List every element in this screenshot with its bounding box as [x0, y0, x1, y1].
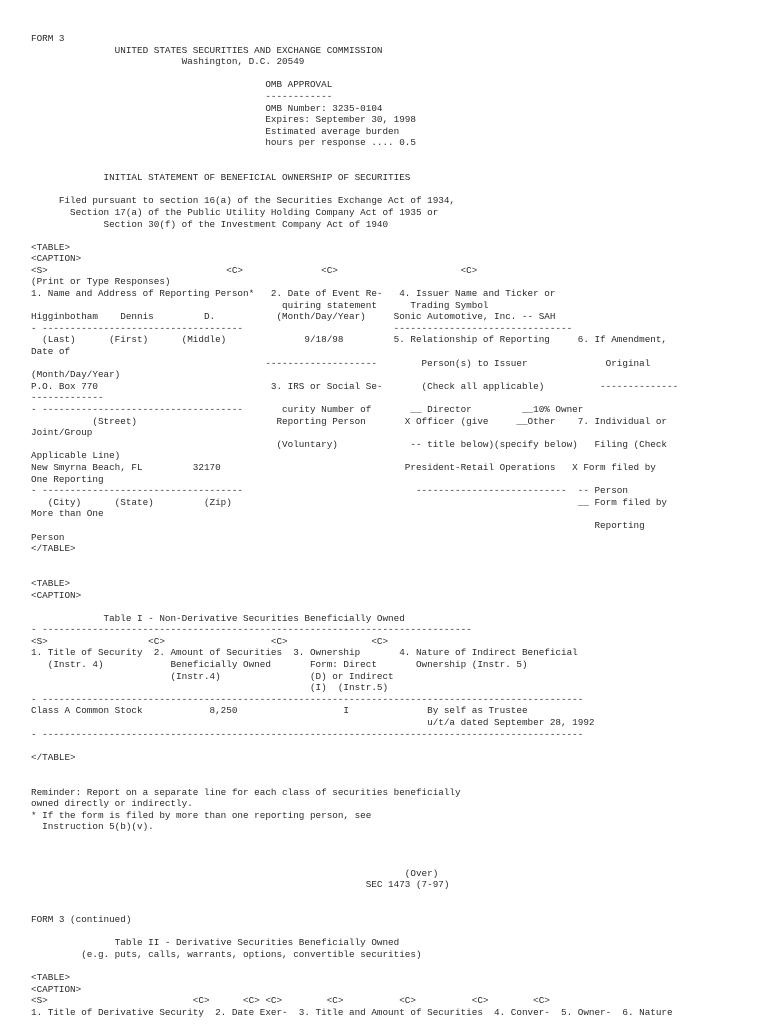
document-line: Reporting: [31, 519, 645, 531]
document-line: * If the form is filed by more than one reporting person, see: [31, 809, 372, 821]
document-line: 1. Title of Derivative Security 2. Date Exer- 3. Title and Amount of Securities 4. Conver- 5. Owner- 6. Nature: [31, 1006, 673, 1018]
document-line: FORM 3: [31, 33, 65, 44]
document-line: [31, 161, 770, 173]
document-line: Applicable Line): [31, 450, 121, 462]
document-line: Filed pursuant to section 16(a) of the Securities Exchange Act of 1934,: [31, 195, 456, 207]
document-line: Class A Common Stock 8,250 I By self as Trustee: [31, 705, 528, 717]
document-line: quiring statement Trading Symbol: [31, 299, 489, 311]
document-line: <TABLE>: [31, 577, 71, 589]
document-line: P.O. Box 770 3. IRS or Social Se- (Check all applicable) --------------: [31, 380, 679, 392]
document-line: [31, 961, 770, 973]
document-line: <CAPTION>: [31, 589, 82, 601]
document-line: SEC 1473 (7-97): [31, 879, 450, 891]
document-line: <CAPTION>: [31, 253, 82, 265]
document-line: - ------------------------------------ curity Number of __ Director __10% Owner: [31, 404, 584, 415]
document-line: New Smyrna Beach, FL 32170 President-Retail Operations X Form filed by: [31, 461, 656, 473]
document-line: ------------: [31, 90, 333, 102]
document-line: -------------: [31, 392, 104, 404]
document-line: [31, 184, 770, 196]
document-line: Expires: September 30, 1998: [31, 114, 416, 126]
document-line: (Over): [31, 867, 439, 879]
document-line: [31, 566, 770, 578]
document-line: - -------------------------------------------------------------------------------------------------: [31, 693, 584, 705]
document-line: <S> <C> <C> <C>: [31, 264, 478, 276]
document-line: INITIAL STATEMENT OF BENEFICIAL OWNERSHIP OF SECURITIES: [31, 172, 411, 184]
document-line: (Voluntary) -- title below)(specify below) Filing (Check: [31, 438, 668, 450]
document-line: Table I - Non-Derivative Securities Beneficially Owned: [31, 612, 405, 624]
document-line: [31, 763, 770, 775]
document-line: Date of: [31, 346, 71, 358]
document-line: (Print or Type Responses): [31, 276, 171, 288]
document-line: <CAPTION>: [31, 983, 82, 995]
document-line: Section 17(a) of the Public Utility Holding Company Act of 1935 or: [31, 206, 439, 218]
document-line: - -----------------------------------------------------------------------------: [31, 624, 472, 636]
document-line: [31, 833, 770, 845]
document-line: - -------------------------------------------------------------------------------------------------: [31, 728, 584, 740]
document-line: Higginbotham Dennis D. (Month/Day/Year) Sonic Automotive, Inc. -- SAH: [31, 311, 556, 323]
document-line: <S> <C> <C> <C> <C> <C> <C> <C>: [31, 995, 550, 1007]
document-line: (Month/Day/Year): [31, 369, 121, 381]
document-line: [31, 903, 770, 915]
document-line: Reminder: Report on a separate line for each class of securities beneficially: [31, 786, 461, 798]
document-line: (Instr.4) (D) or Indirect: [31, 670, 394, 682]
document-line: (Last) (First) (Middle) 9/18/98 5. Relationship of Reporting 6. If Amendment,: [31, 334, 668, 346]
document-line: -------------------- Person(s) to Issuer Original: [31, 357, 651, 369]
document-line: OMB APPROVAL: [31, 79, 333, 91]
document-line: <S> <C> <C> <C>: [31, 635, 389, 647]
document-line: hours per response .... 0.5: [31, 137, 416, 149]
document-line: OMB Number: 3235-0104: [31, 102, 383, 114]
document-line: 1. Name and Address of Reporting Person* 2. Date of Event Re- 4. Issuer Name and Ticker or: [31, 288, 556, 300]
document-line: [31, 601, 770, 613]
document-line: 1. Title of Security 2. Amount of Securities 3. Ownership 4. Nature of Indirect Beneficial: [31, 647, 578, 659]
document-line: Person: [31, 531, 65, 543]
document-line: - ------------------------------------ --------------------------- -- Person: [31, 485, 628, 497]
document-line: </TABLE>: [31, 751, 76, 763]
document-line: Joint/Group: [31, 427, 93, 439]
document-line: [31, 926, 770, 938]
document-line: - ------------------------------------ --------------------------------: [31, 322, 573, 334]
document-line: [31, 149, 770, 161]
document-line: (I) (Instr.5): [31, 682, 389, 694]
document-line: [31, 555, 770, 567]
document-line: One Reporting: [31, 473, 104, 485]
document-line: UNITED STATES SECURITIES AND EXCHANGE COMMISSION: [31, 44, 383, 56]
document-line: FORM 3 (continued): [31, 914, 132, 926]
document-line: <TABLE>: [31, 972, 71, 984]
document-line: <TABLE>: [31, 241, 71, 253]
document-line: [31, 68, 770, 80]
document-line: [31, 845, 770, 857]
document-line: (e.g. puts, calls, warrants, options, convertible securities): [31, 948, 422, 960]
document-line: (City) (State) (Zip) __ Form filed by: [31, 496, 668, 508]
document-line: Estimated average burden: [31, 125, 400, 137]
document-line: More than One: [31, 508, 104, 520]
document-line: </TABLE>: [31, 543, 76, 555]
document-line: Washington, D.C. 20549: [31, 56, 305, 68]
document-line: u/t/a dated September 28, 1992: [31, 717, 595, 729]
document-line: Section 30(f) of the Investment Company Act of 1940: [31, 218, 389, 230]
document-line: [31, 856, 770, 868]
document-line: [31, 230, 770, 242]
document-line: (Instr. 4) Beneficially Owned Form: Direct Ownership (Instr. 5): [31, 659, 528, 671]
document-line: [31, 891, 770, 903]
document-line: owned directly or indirectly.: [31, 798, 193, 810]
document-line: [31, 740, 770, 752]
document-line: Instruction 5(b)(v).: [31, 821, 154, 833]
document-line: [31, 775, 770, 787]
document-line: (Street) Reporting Person X Officer (give __Other 7. Individual or: [31, 415, 668, 427]
document-line: Table II - Derivative Securities Beneficially Owned: [31, 937, 400, 949]
